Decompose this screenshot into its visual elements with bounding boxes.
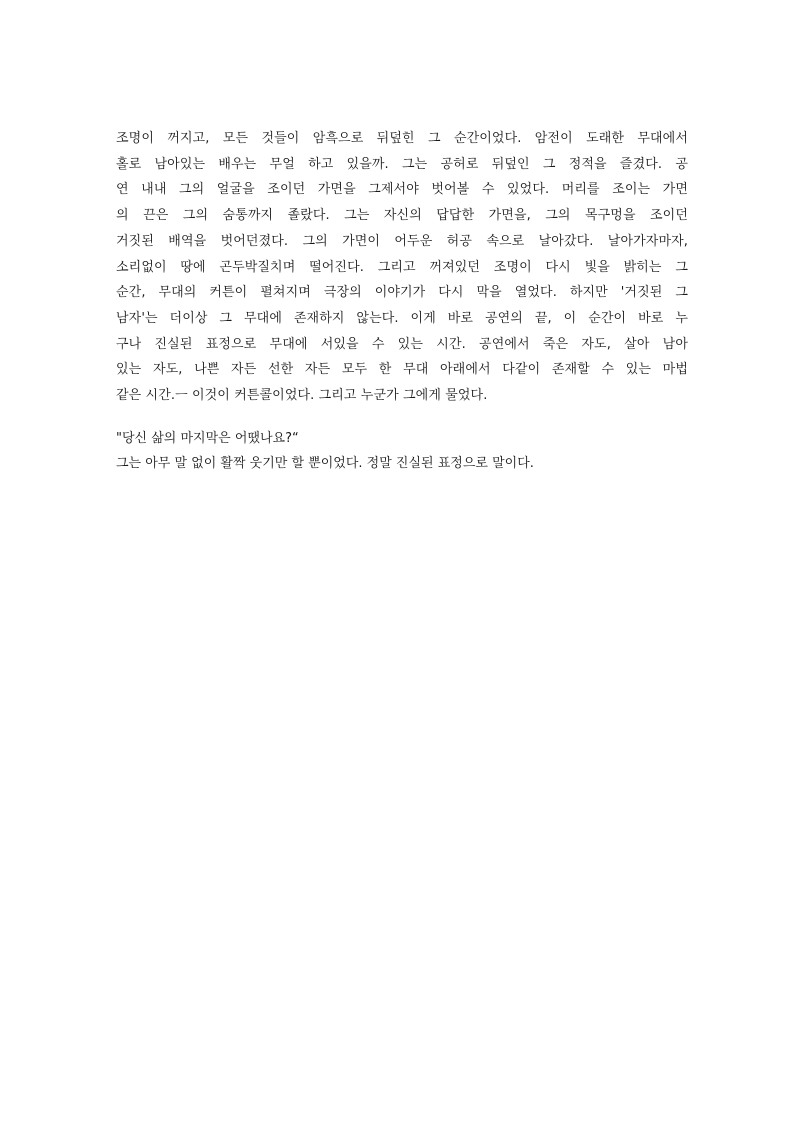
quote-line: "당신 삶의 마지막은 어땠나요?“ [116, 430, 299, 446]
paragraph-line: 같은 시간.ㅡ 이것이 커튼콜이었다. 그리고 누군가 그에게 물었다. [116, 388, 488, 404]
main-paragraph [116, 126, 688, 409]
paragraph-line: 거짓된 배역을 벗어던졌다. 그의 가면이 어두운 허공 속으로 날아갔다. 날아가자마자, [116, 233, 688, 249]
document-body [116, 126, 688, 477]
paragraph-line: 구나 진실된 표정으로 무대에 서있을 수 있는 시간. 공연에서 죽은 자도, 살아 남아 [116, 336, 688, 352]
paragraph-line: 의 끈은 그의 숨통까지 졸랐다. 그는 자신의 답답한 가면을, 그의 목구멍을 조이던 [116, 208, 688, 224]
closing-line: 그는 아무 말 없이 활짝 웃기만 할 뿐이었다. 정말 진실된 표정으로 말이다. [116, 456, 534, 472]
paragraph-line: 소리없이 땅에 곤두박질치며 떨어진다. 그리고 꺼져있던 조명이 다시 빛을 밝히는 그 [116, 259, 688, 275]
paragraph-line: 홀로 남아있는 배우는 무얼 하고 있을까. 그는 공허로 뒤덮인 그 정적을 즐겼다. 공 [116, 156, 688, 172]
paragraph-line: 조명이 꺼지고, 모든 것들이 암흑으로 뒤덮힌 그 순간이었다. 암전이 도래한 무대에서 [116, 131, 688, 146]
paragraph-spacer [116, 409, 688, 426]
paragraph-line: 남자'는 더이상 그 무대에 존재하지 않는다. 이게 바로 공연의 끝, 이 순간이 바로 누 [116, 310, 688, 326]
paragraph-line: 연 내내 그의 얼굴을 조이던 가면을 그제서야 벗어볼 수 있었다. 머리를 조이는 가면 [116, 182, 688, 198]
paragraph-line: 있는 자도, 나쁜 자든 선한 자든 모두 한 무대 아래에서 다같이 존재할 수 있는 마법 [116, 362, 688, 378]
paragraph-line: 순간, 무대의 커튼이 펼쳐지며 극장의 이야기가 다시 막을 열었다. 하지만 '거짓된 그 [116, 285, 688, 301]
